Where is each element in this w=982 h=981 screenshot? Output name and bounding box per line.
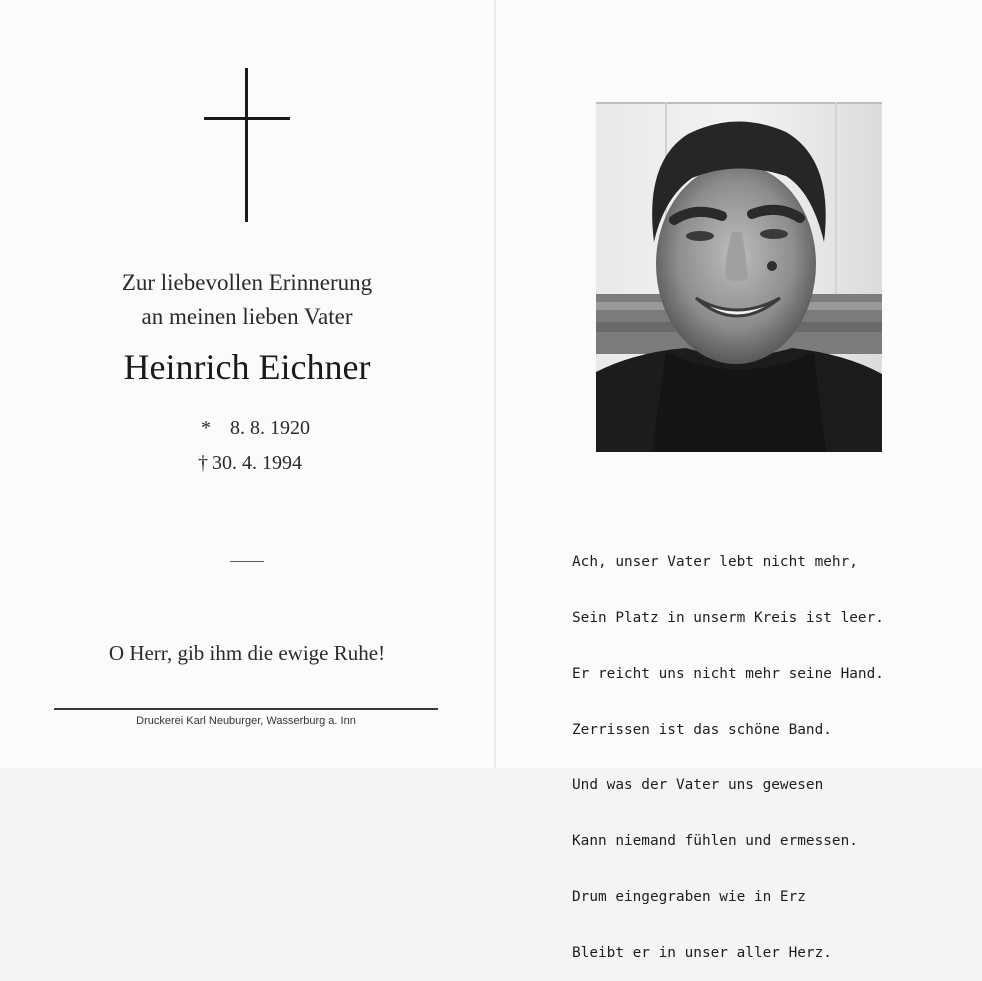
poem-line: Ach, unser Vater lebt nicht mehr, [572,554,858,571]
poem-line: Er reicht uns nicht mehr seine Hand. [572,665,884,682]
dedication-line-1: Zur liebevollen Erinnerung [121,270,373,295]
birth-date: 8. 8. 1920 [230,417,310,439]
dedication-line-2: an meinen lieben Vater [141,304,353,329]
deceased-name: Heinrich Eichner [123,347,371,387]
dedication-text [0,266,494,334]
death-symbol: † [198,452,208,474]
portrait-photo [596,102,882,452]
poem-line: Zerrissen ist das schöne Band. [572,721,832,738]
prayer-text: O Herr, gib ihm die ewige Ruhe! [108,641,386,665]
poem-line: Sein Platz in unserm Kreis ist leer. [572,609,884,626]
poem-line: Bleibt er in unser aller Herz. [572,944,832,961]
death-date: 30. 4. 1994 [212,452,302,474]
divider-dash [230,561,264,562]
printer-credit: Druckerei Karl Neuburger, Wasserburg a. Inn [136,715,356,727]
card-fold [494,0,496,768]
death-date-row [196,446,336,481]
birth-date-row [196,411,336,446]
cross-icon [204,68,290,222]
footer-rule [54,708,438,710]
poem-line: Drum eingegraben wie in Erz [572,888,806,905]
life-dates [196,411,336,481]
poem-line: Und was der Vater uns gewesen [572,777,824,794]
memorial-poem [572,516,884,981]
birth-symbol: * [201,417,211,439]
poem-line: Kann niemand fühlen und ermessen. [572,833,858,850]
